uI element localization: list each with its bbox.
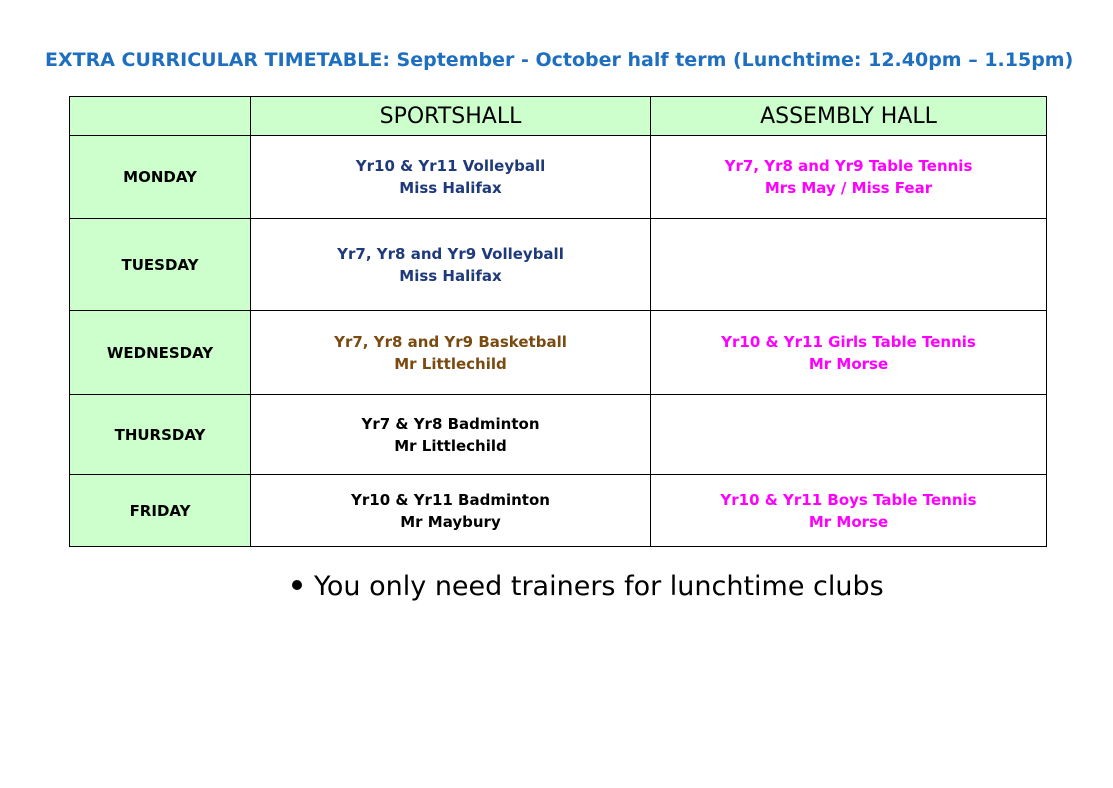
trainers-note xyxy=(292,571,884,602)
teacher-name: Mr Littlechild xyxy=(394,354,507,373)
day-label: MONDAY xyxy=(70,136,251,219)
assembly-cell xyxy=(651,219,1047,311)
note-text: You only need trainers for lunchtime clubs xyxy=(314,571,884,602)
header-sportshall: SPORTSHALL xyxy=(251,97,651,136)
sportshall-cell xyxy=(251,395,651,475)
header-row xyxy=(70,97,1047,136)
assembly-cell xyxy=(651,475,1047,547)
table-row xyxy=(70,475,1047,547)
header-corner-cell xyxy=(70,97,251,136)
sportshall-cell xyxy=(251,219,651,311)
activity-name: Yr10 & Yr11 Volleyball xyxy=(355,157,546,175)
activity-name: Yr7, Yr8 and Yr9 Basketball xyxy=(334,332,567,351)
table-row xyxy=(70,311,1047,395)
activity-name: Yr10 & Yr11 Badminton xyxy=(351,490,550,509)
assembly-cell xyxy=(651,395,1047,475)
assembly-cell xyxy=(651,136,1047,219)
teacher-name: Mr Morse xyxy=(808,512,889,531)
teacher-name: Miss Halifax xyxy=(399,266,502,285)
day-label: WEDNESDAY xyxy=(70,311,251,395)
assembly-cell xyxy=(651,311,1047,395)
teacher-name: Mr Morse xyxy=(808,354,889,373)
teacher-name: Mr Littlechild xyxy=(394,436,507,455)
day-label: FRIDAY xyxy=(70,475,251,547)
page-title: EXTRA CURRICULAR TIMETABLE: September - October half term (Lunchtime: 12.40pm – 1.15pm) xyxy=(45,49,1074,71)
sportshall-cell xyxy=(251,475,651,547)
day-label: TUESDAY xyxy=(70,219,251,311)
teacher-name: Mr Maybury xyxy=(400,512,501,531)
table-row xyxy=(70,219,1047,311)
activity-name: Yr10 & Yr11 Girls Table Tennis xyxy=(721,332,976,351)
activity-name: Yr7 & Yr8 Badminton xyxy=(361,414,540,433)
activity-name: Yr7, Yr8 and Yr9 Table Tennis xyxy=(724,157,973,175)
teacher-name: Miss Halifax xyxy=(399,179,502,197)
teacher-name: Mrs May / Miss Fear xyxy=(764,179,933,197)
day-label: THURSDAY xyxy=(70,395,251,475)
timetable xyxy=(69,96,1047,547)
bullet-icon xyxy=(292,580,302,590)
sportshall-cell xyxy=(251,136,651,219)
activity-name: Yr7, Yr8 and Yr9 Volleyball xyxy=(337,244,564,263)
activity-name: Yr10 & Yr11 Boys Table Tennis xyxy=(720,490,977,509)
header-assembly-hall: ASSEMBLY HALL xyxy=(651,97,1047,136)
table-row xyxy=(70,136,1047,219)
table-row xyxy=(70,395,1047,475)
sportshall-cell xyxy=(251,311,651,395)
